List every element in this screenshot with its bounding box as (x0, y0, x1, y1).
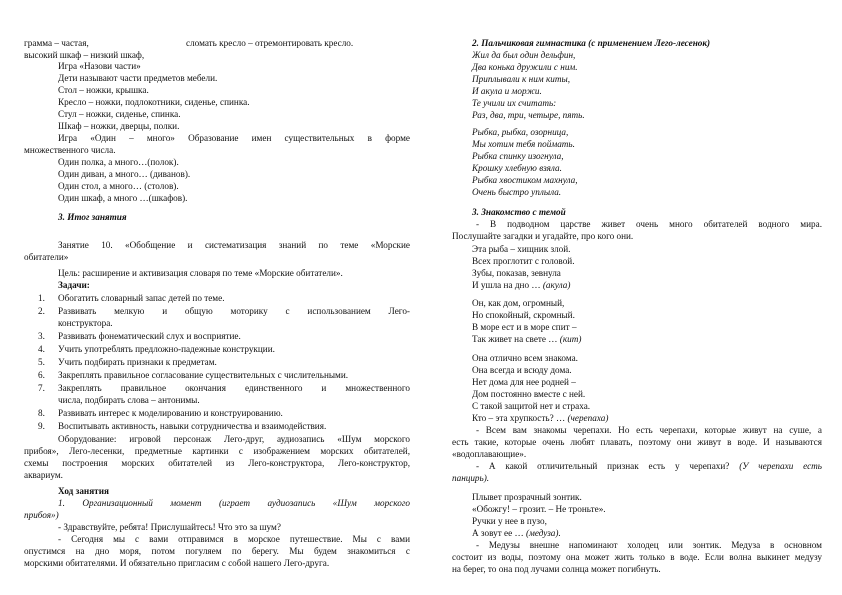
equipment-cont: прибоя», Лего-лесенки, предметные картинки с изображением морских обитателей, (24, 446, 410, 456)
jelly-text: состоит из воды, поэтому она может жить только в воде. Если волна выкинет медузу (452, 552, 822, 562)
riddle-line: Но спокойный, скромный. (472, 310, 575, 320)
riddle-line: В море ест и в море спит – (472, 322, 577, 332)
moment-heading-cont: прибоя») (24, 510, 59, 520)
pair-1b: сломать кресло – отремонтировать кресло. (186, 38, 354, 48)
equipment-cont: аквариум. (24, 470, 63, 480)
intro-line: морскими обитателями. И обязательно пригласим с собой нашего Лего-друга. (24, 558, 330, 568)
intro-line: опустимся на дно моря, потом погуляем по берегу. Мы будем знакомиться с (24, 546, 410, 556)
riddle-line: Дом постоянно вместе с ней. (472, 389, 586, 399)
poem2-line: Рыбка, рыбка, озорница, (472, 127, 569, 137)
poem1-line: Те учили их считать: (472, 98, 557, 108)
task-item: Развивать мелкую и общую моторику с использованием Лего- (58, 306, 410, 316)
intro-line: - В подводном царстве живет очень много обитателей водного мира. (476, 219, 822, 229)
riddle-line: Кто – эта хрупкость? … (черепаха) (472, 413, 609, 423)
riddle-answer: (медуза). (525, 528, 561, 538)
task-number: 4. (38, 344, 45, 354)
equipment-cont: схемы построения морских обитателей из Лего-конструктора, Лего-конструктор, (24, 458, 410, 468)
task-item-cont: числа, подбирать слова – антонимы. (58, 395, 200, 405)
riddle-line: Она всегда и всюду дома. (472, 365, 572, 375)
left-column (20, 0, 412, 595)
riddle-line: А зовут ее … (медуза). (472, 528, 561, 538)
section-3-heading: 3. Итог занятия (58, 212, 127, 222)
riddle-line: И ушла на дно … (акула) (472, 280, 571, 290)
riddle-answer: (акула) (542, 280, 571, 290)
moment-heading: 1. Организационный момент (играет аудиозапись «Шум морского (58, 498, 410, 508)
task-item-cont: конструктора. (58, 318, 113, 328)
task-number: 9. (38, 421, 45, 431)
course-title: Ход занятия (58, 486, 109, 496)
task-number: 1. (38, 293, 45, 303)
task-number: 7. (38, 383, 45, 393)
poem1-line: Раз, два, три, четыре, пять. (472, 110, 585, 120)
task-item: Учить подбирать признаки к предметам. (58, 357, 217, 367)
riddle-line: Зубы, показав, зевнула (472, 268, 561, 278)
turtle-text: есть такие, которые очень любят плавать, поэтому они живут в воде. И называются (452, 437, 822, 447)
riddle-line: Он, как дом, огромный, (472, 298, 565, 308)
riddle-line: С такой защитой нет и страха. (472, 401, 591, 411)
poem1-line: Жил да был один дельфин, (472, 50, 576, 60)
game1-title: Игра «Назови части» (58, 61, 141, 71)
riddle-line: «Обожгу! – грозит. – Не троньте». (472, 504, 606, 514)
question-answer: (У черепахи есть (739, 461, 822, 471)
riddle-line: Ручки у нее в пузо, (472, 516, 547, 526)
poem1-line: И акула и моржи. (472, 86, 542, 96)
game1-line: Стул – ножки, сиденье, спинка. (58, 109, 181, 119)
turtle-text: - Всем вам знакомы черепахи. Но есть черепахи, которые живут на суше, а (476, 425, 822, 435)
game2-line: Один стол, а много… (столов). (58, 181, 179, 191)
equipment: Оборудование: игровой персонаж Лего-друг, аудиозапись «Шум морского (58, 434, 410, 444)
poem2-line: Очень быстро уплыла. (472, 187, 562, 197)
task-number: 2. (38, 306, 45, 316)
game1-line: Кресло – ножки, подлокотники, сиденье, спинка. (58, 97, 250, 107)
lesson-title: Занятие 10. «Обобщение и систематизация знаний по теме «Морские (58, 240, 410, 250)
task-item: Воспитывать активность, навыки сотрудничества и взаимодействия. (58, 421, 327, 431)
game1-line: Дети называют части предметов мебели. (58, 73, 218, 83)
game2-line: Один диван, а много… (диванов). (58, 169, 191, 179)
right-column (452, 0, 822, 595)
task-item: Учить употреблять предложно-падежные конструкции. (58, 344, 275, 354)
task-number: 5. (38, 357, 45, 367)
task-item: Закреплять правильное согласование существительных с числительными. (58, 370, 349, 380)
turtle-text: «водоплавающие». (452, 449, 527, 459)
game2-line: множественного числа. (24, 145, 116, 155)
poem2-line: Рыбка хвостиком махнула, (472, 175, 578, 185)
intro-line: Послушайте загадки и угадайте, про кого они. (452, 231, 634, 241)
riddle-line: Эта рыба – хищник злой. (472, 244, 571, 254)
riddle-line: Всех проглотит с головой. (472, 256, 575, 266)
task-item: Закреплять правильное окончания единственного и множественного (58, 383, 410, 393)
poem1-line: Приплывали к ним киты, (472, 74, 571, 84)
intro-line: - Здравствуйте, ребята! Прислушайтесь! Что это за шум? (58, 522, 281, 532)
riddle-answer: (кит) (559, 334, 582, 344)
poem1-line: Два конька дружили с ним. (472, 62, 578, 72)
poem2-line: Крошку хлебную взяла. (472, 163, 562, 173)
question: - А какой отличительный признак есть у черепахи? (У черепахи есть (476, 461, 822, 471)
jelly-text: - Медузы внешне напоминают холодец или зонтик. Медуза в основном (476, 540, 822, 550)
riddle-line: Плывет прозрачный зонтик. (472, 492, 582, 502)
riddle-line: Нет дома для нее родней – (472, 377, 576, 387)
task-item: Развивать фонематический слух и восприятие. (58, 331, 241, 341)
pair-2a: высокий шкаф – низкий шкаф, (24, 50, 145, 60)
game2-line: Один шкаф, а много …(шкафов). (58, 193, 188, 203)
pair-1a: грамма – частая, (24, 38, 89, 48)
task-item: Обогатить словарный запас детей по теме. (58, 293, 225, 303)
task-number: 3. (38, 331, 45, 341)
poem2-line: Мы хотим тебя поймать. (472, 139, 575, 149)
riddle-answer: (черепаха) (567, 413, 609, 423)
task-number: 6. (38, 370, 45, 380)
question-answer-cont: панцирь). (452, 473, 490, 483)
game2-line: Один полка, а много…(полок). (58, 157, 179, 167)
jelly-text: на берег, то она под лучами солнца может погибнуть. (452, 564, 661, 574)
section-2-heading: 2. Пальчиковая гимнастика (с применением Лего-лесенок) (472, 38, 711, 48)
riddle-line: Так живет на свете … (кит) (472, 334, 582, 344)
game2-title: Игра «Один – много» Образование имен существительных в форме (58, 133, 410, 143)
tasks-label: Задачи: (58, 280, 90, 290)
game1-line: Шкаф – ножки, дверцы, полки. (58, 121, 180, 131)
riddle-line: Она отлично всем знакома. (472, 353, 578, 363)
lesson-title-cont: обитатели» (24, 252, 69, 262)
section-3-heading: 3. Знакомство с темой (472, 207, 566, 217)
poem2-line: Рыбка спинку изогнула, (472, 151, 564, 161)
game1-line: Стол – ножки, крышка. (58, 85, 149, 95)
task-number: 8. (38, 408, 45, 418)
task-item: Развивать интерес к моделированию и конструированию. (58, 408, 283, 418)
goal: Цель: расширение и активизация словаря по теме «Морские обитатели». (58, 268, 343, 278)
intro-line: - Сегодня мы с вами отправимся в морское путешествие. Мы с вами (58, 534, 410, 544)
